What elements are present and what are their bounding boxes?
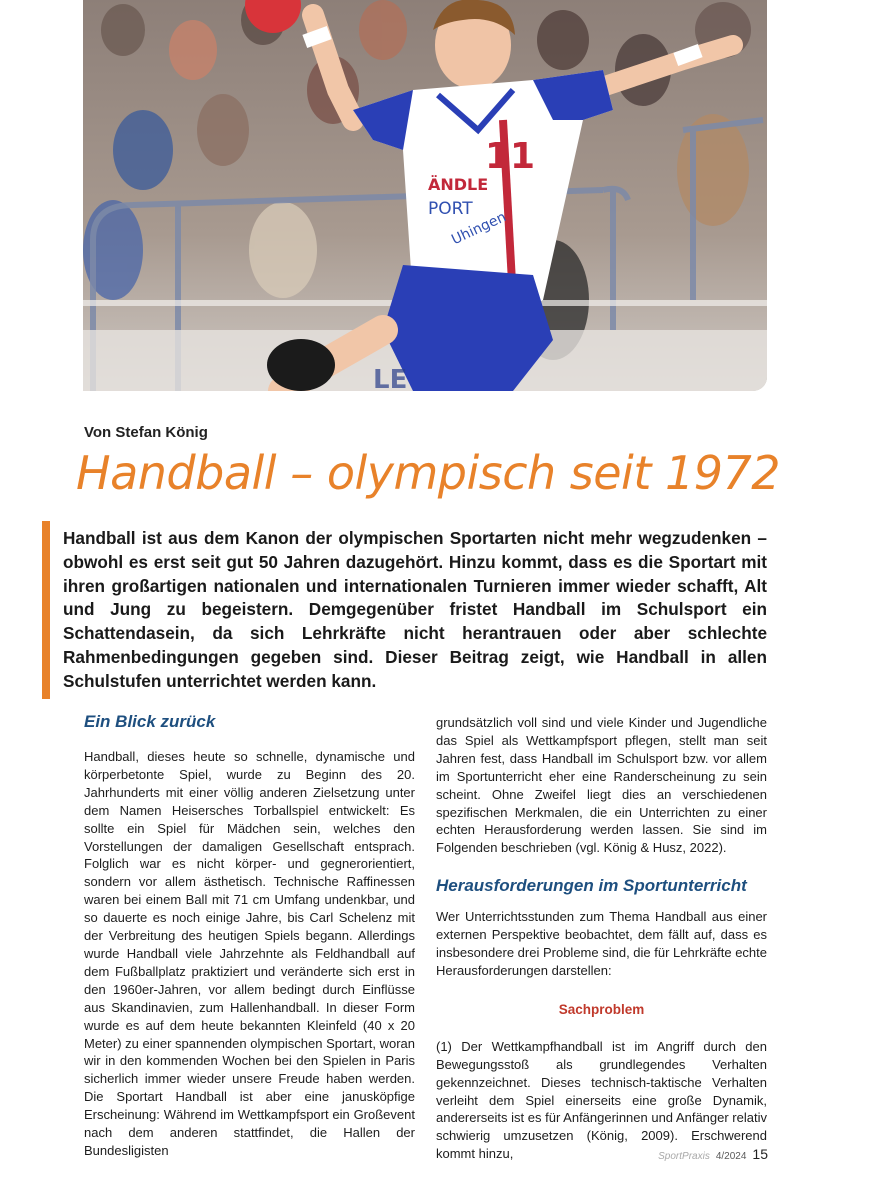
jersey-text-3: Uhingen [449, 209, 509, 249]
subsection-heading-sachproblem: Sachproblem [558, 1001, 645, 1017]
jersey-text-2: PORT [428, 199, 473, 219]
issue-number: 4/2024 [715, 1151, 747, 1162]
section1-continuation: grundsätzlich voll sind und viele Kinder und Jugendliche das Spiel als Wettkampfsport pflegen, stellt man seit Jahren fest, dass Handball im Schulsport bzw. vor allem im Sportunterricht eher eine Randerscheinung zu sein scheint. Ohne Zweifel liegt dies an verschiedenen spezifischen Merkmalen, die ein Unterrichten zu einer echten Herausforderung werden lassen. Sie sind im Folgenden beschrieben (vgl. König & Husz, 2022). [436, 715, 767, 856]
section-heading-ein-blick-zurueck: Ein Blick zurück [84, 712, 216, 731]
lead-paragraph: Handball ist aus dem Kanon der olympischen Sportarten nicht mehr wegzudenken – obwohl es erst seit gut 50 Jahren dazugehört. Hinzu kommt, dass es die Sportart mit ihren großartigen nationalen und internationalen Turnieren immer wieder schafft, Alt und Jung zu begeistern. Demgegenüber fristet Handball im Schulsport ein Schattendasein, da sich Lehrkräfte nicht herantrauen oder aber schlechte Rahmenbedingungen gegeben sind. Dieser Beitrag zeigt, wie Handball in allen Schulstufen unterrichtet werden kann. [63, 528, 767, 691]
author-byline: Von Stefan König [84, 424, 208, 441]
jersey-number: 11 [485, 136, 536, 177]
page-footer [658, 1146, 768, 1162]
hero-photo [83, 0, 767, 391]
section-heading-herausforderungen: Herausforderungen im Sportunterricht [436, 876, 747, 896]
jersey-text-1: ÄNDLE [428, 175, 489, 194]
page-number: 15 [752, 1146, 768, 1162]
background-banner-text: LE [373, 365, 408, 391]
article-title: Handball – olympisch seit 1972 [76, 446, 781, 500]
handball-player-illustration [83, 0, 767, 391]
section1-paragraph: Handball, dieses heute so schnelle, dynamische und körperbetonte Spiel, wurde zu Beginn des 20. Jahrhunderts mit einer völlig anderen Zielsetzung unter dem Namen Heisersches Torballspiel entwickelt: Es sollte ein Spiel für Mädchen sein, welches den Vorstellungen der damaligen Gesellschaft entsprach. Folglich war es nicht körper- und gegnerorientiert, sondern vor allem ästhetisch. Technische Raffinessen waren bei einem Ball mit 71 cm Umfang undenkbar, und so dauerte es noch einige Jahre, bis Carl Schelenz mit der Verbreitung des heutigen Spiels begann. Allerdings wurde Handball viele Jahrzehnte als Feldhandball auf dem Fußballplatz praktiziert und veränderte sich erst in den 1960er-Jahren, vor allem bedingt durch Einflüsse aus Skandinavien, zum Hallenhandball. In dieser Form wurde es auf dem heute bekannten Kleinfeld (40 x 20 Meter) zu einer spannenden olympischen Sportart, woran wir in den kommenden Wochen bei den Spielen in Paris sicherlich immer wieder unsere Freude haben werden. Die Sportart Handball ist aber eine janusköpfige Erscheinung: Während im Wettkampfsport ein Großevent nach dem anderen stattfindet, die Hallen der Bundesligisten [84, 749, 415, 1158]
lead-accent-bar [42, 521, 50, 699]
section2-paragraph: Wer Unterrichtsstunden zum Thema Handball aus einer externen Perspektive beobachtet, dem fällt auf, dass es insbesondere drei Probleme sind, die für Lehrkräfte echte Herausforderungen darstellen: [436, 909, 767, 978]
text-column-left [84, 712, 415, 1160]
text-column-right [436, 714, 767, 1163]
magazine-brand: SportPraxis [658, 1151, 710, 1162]
subsection-paragraph: (1) Der Wettkampfhandball ist im Angriff durch den Bewegungsstoß als grundlegendes Verhalten gekennzeichnet. Dieses technisch-taktische Verhalten verleiht dem Spiel einerseits eine große Dynamik, andererseits ist es für Anfängerinnen und Anfänger relativ schwierig umzusetzen (König, 2009). Erschwerend kommt hinzu, [436, 1038, 767, 1162]
